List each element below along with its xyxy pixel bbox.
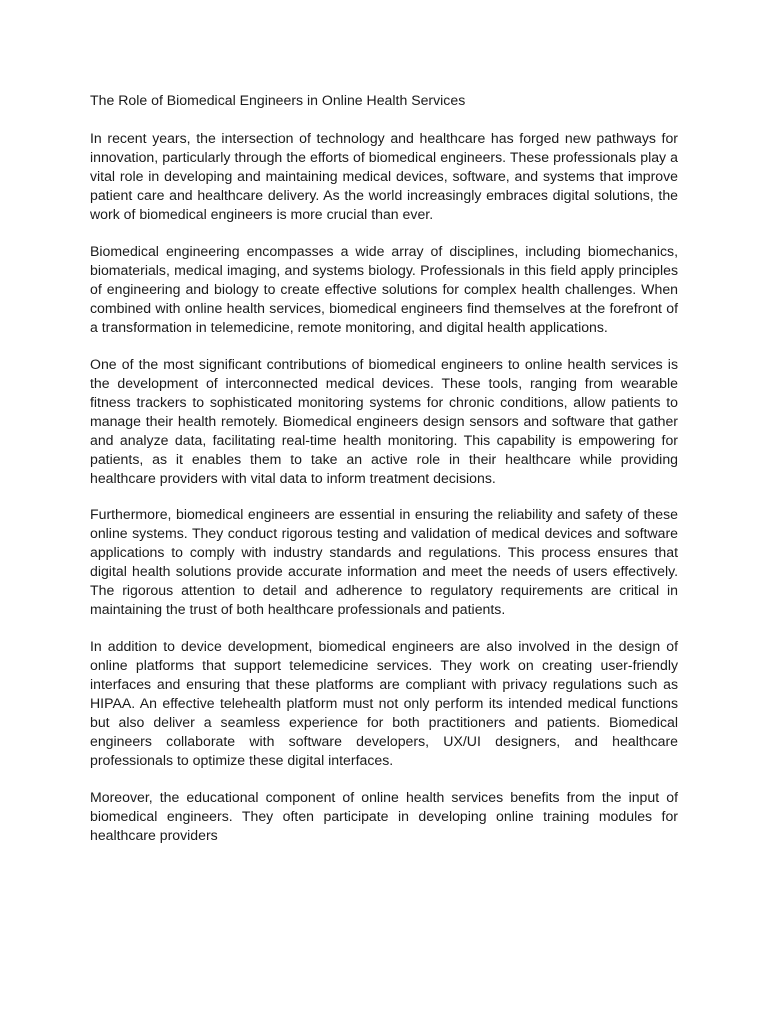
paragraph-reliability: Furthermore, biomedical engineers are essential in ensuring the reliability and safety of these online systems. They conduct rigorous testing and validation of medical devices and software applications to comply with industry standards and regulations. This process ensures that digital health solutions provide accurate information and meet the needs of users effectively. The rigorous attention to detail and adherence to regulatory requirements are critical in maintaining the trust of both healthcare professionals and patients.	[90, 506, 678, 617]
paragraph-platforms: In addition to device development, biomedical engineers are also involved in the design of online platforms that support telemedicine services. They work on creating user-friendly interfaces and ensuring that these platforms are compliant with privacy regulations such as HIPAA. An effective telehealth platform must not only perform its intended medical functions but also deliver a seamless experience for both practitioners and patients. Biomedical engineers collaborate with software developers, UX/UI designers, and healthcare professionals to optimize these digital interfaces.	[90, 638, 678, 768]
paragraph-devices: One of the most significant contributions of biomedical engineers to online health services is the development of interconnected medical devices. These tools, ranging from wearable fitness trackers to sophisticated monitoring systems for chronic conditions, allow patients to manage their health remotely. Biomedical engineers design sensors and software that gather and analyze data, facilitating real-time health monitoring. This capability is empowering for patients, as it enables them to take an active role in their healthcare while providing healthcare providers with vital data to inform treatment decisions.	[90, 356, 678, 486]
paragraph-intro: In recent years, the intersection of technology and healthcare has forged new pathways for innovation, particularly through the efforts of biomedical engineers. These professionals play a vital role in developing and maintaining medical devices, software, and systems that improve patient care and healthcare delivery. As the world increasingly embraces digital solutions, the work of biomedical engineers is more crucial than ever.	[90, 130, 678, 222]
paragraph-education: Moreover, the educational component of online health services benefits from the input of biomedical engineers. They often participate in developing online training modules for healthcare providers	[90, 789, 678, 843]
paragraph-disciplines: Biomedical engineering encompasses a wide array of disciplines, including biomechanics, biomaterials, medical imaging, and systems biology. Professionals in this field apply principles of engineering and biology to create effective solutions for complex health challenges. When combined with online health services, biomedical engineers find themselves at the forefront of a transformation in telemedicine, remote monitoring, and digital health applications.	[90, 243, 678, 335]
document-title: The Role of Biomedical Engineers in Online Health Services	[90, 92, 466, 108]
